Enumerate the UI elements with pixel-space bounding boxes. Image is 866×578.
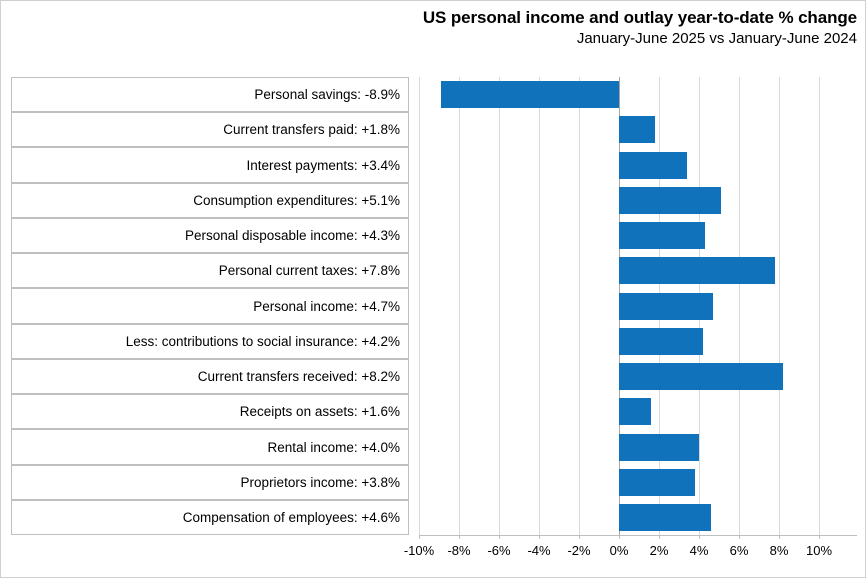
gridline: [499, 77, 500, 535]
gridline: [819, 77, 820, 535]
gridline: [739, 77, 740, 535]
gridline: [579, 77, 580, 535]
x-tick-label: 6%: [729, 543, 749, 558]
gridline: [779, 77, 780, 535]
bar: [619, 469, 695, 496]
bar: [619, 504, 711, 531]
category-label-cell: Consumption expenditures: +5.1%: [11, 183, 409, 218]
bar-series: [419, 77, 857, 535]
x-tick: [619, 535, 620, 539]
category-label-cell: Current transfers paid: +1.8%: [11, 112, 409, 147]
category-label-cell: Compensation of employees: +4.6%: [11, 500, 409, 535]
x-tick: [499, 535, 500, 539]
category-label-cell: Personal savings: -8.9%: [11, 77, 409, 112]
bar: [619, 152, 687, 179]
bar: [619, 187, 721, 214]
bar: [619, 293, 713, 320]
x-axis-line: [419, 535, 857, 536]
category-label-cell: Rental income: +4.0%: [11, 429, 409, 465]
x-tick-label: -2%: [567, 543, 591, 558]
chart-subtitle: January-June 2025 vs January-June 2024: [576, 30, 857, 47]
bar: [619, 363, 783, 390]
x-tick: [699, 535, 700, 539]
x-tick-label: 0%: [609, 543, 629, 558]
title-block: [157, 7, 857, 49]
x-tick: [419, 535, 420, 539]
category-label-cell: Interest payments: +3.4%: [11, 147, 409, 183]
bar: [619, 222, 705, 249]
x-tick: [579, 535, 580, 539]
category-label-cell: Personal disposable income: +4.3%: [11, 218, 409, 253]
category-label-cell: Personal income: +4.7%: [11, 288, 409, 324]
category-label-cell: Current transfers received: +8.2%: [11, 359, 409, 394]
gridline: [539, 77, 540, 535]
chart-title: US personal income and outlay year-to-date % change: [422, 8, 857, 27]
x-tick: [819, 535, 820, 539]
gridline: [419, 77, 420, 535]
x-tick-label: -8%: [447, 543, 471, 558]
category-label-cell: Less: contributions to social insurance: +4.2%: [11, 324, 409, 359]
category-axis: [11, 77, 409, 535]
x-tick: [739, 535, 740, 539]
x-tick-label: 2%: [649, 543, 669, 558]
gridline: [459, 77, 460, 535]
bar: [619, 116, 655, 143]
category-label-cell: Receipts on assets: +1.6%: [11, 394, 409, 429]
category-label-cell: Personal current taxes: +7.8%: [11, 253, 409, 288]
bar: [619, 434, 699, 461]
category-label-cell: Proprietors income: +3.8%: [11, 465, 409, 500]
x-tick-label: -4%: [527, 543, 551, 558]
x-axis: [403, 535, 857, 577]
x-tick-label: 8%: [769, 543, 789, 558]
bar: [619, 398, 651, 425]
x-tick: [779, 535, 780, 539]
x-tick-label: -6%: [487, 543, 511, 558]
x-tick-label: 10%: [805, 543, 833, 558]
x-tick-label: -10%: [403, 543, 435, 558]
x-tick-label: 4%: [689, 543, 709, 558]
x-tick: [539, 535, 540, 539]
bar: [619, 328, 703, 355]
bar: [441, 81, 619, 108]
bar: [619, 257, 775, 284]
x-tick: [459, 535, 460, 539]
x-tick: [659, 535, 660, 539]
plot-area: [1, 77, 865, 577]
